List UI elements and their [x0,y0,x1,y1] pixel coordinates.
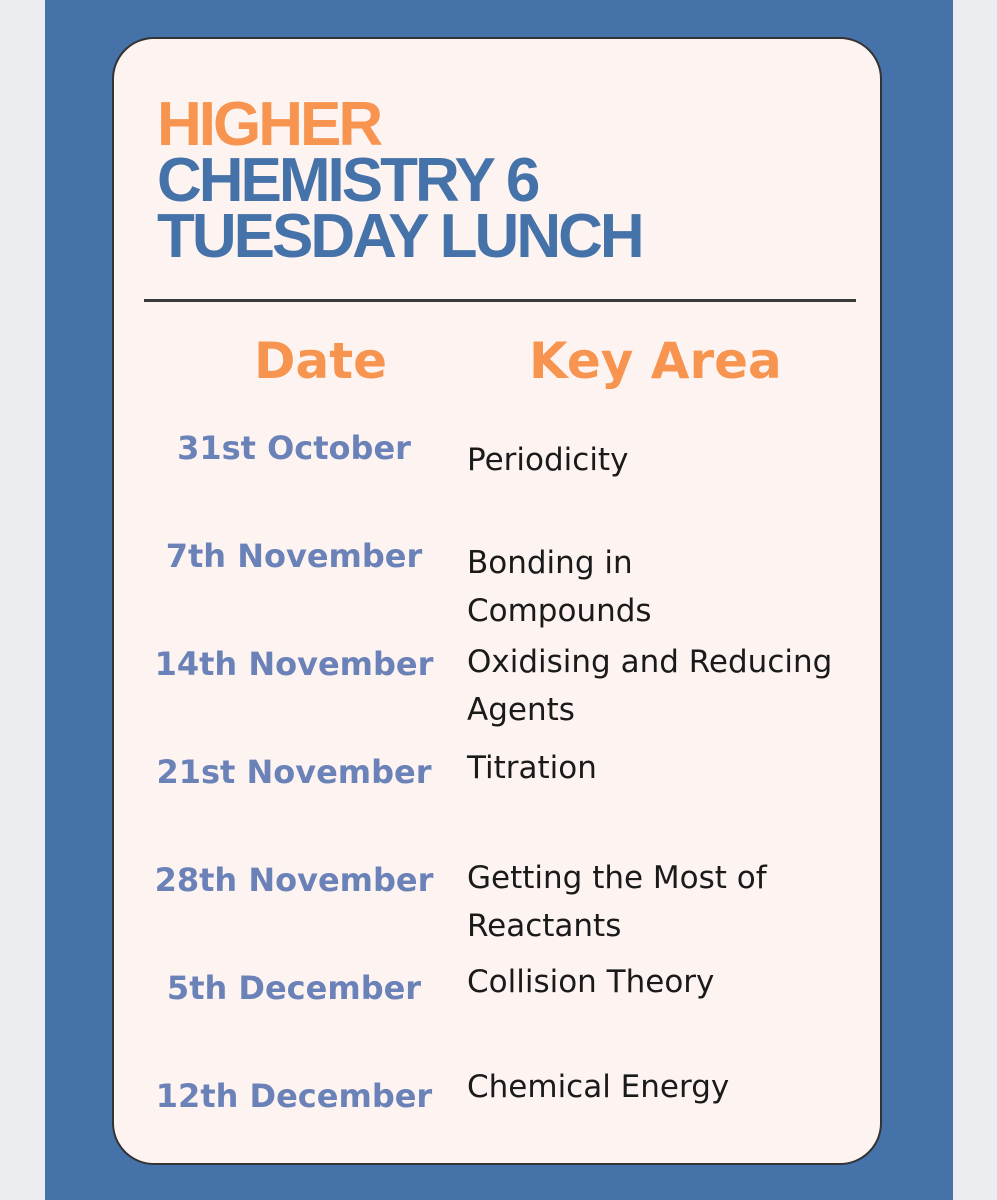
schedule-key-area: Chemical Energy [467,1069,730,1105]
poster-title [157,90,642,271]
schedule-date: 5th December [166,969,422,1007]
schedule-key-area: Collision Theory [467,964,715,1000]
schedule-key-area: Getting the Most of Reactants [467,860,767,944]
schedule-date: 14th November [154,645,434,683]
column-header-key-area: Key Area [529,332,782,390]
schedule-key-area: Periodicity [467,442,629,478]
schedule-date: 31st October [177,429,411,467]
schedule-date: 12th December [155,1077,433,1115]
title-line-session: TUESDAY LUNCH [157,202,642,271]
title-divider [144,299,856,302]
title-line-course: CHEMISTRY 6 [157,146,538,215]
schedule-card [112,37,882,1165]
schedule-key-area: Bonding in Compounds [467,545,652,629]
title-line-higher: HIGHER [157,90,381,159]
column-header-date: Date [254,332,388,390]
schedule-key-area: Titration [467,750,597,786]
schedule-date: 21st November [156,753,432,791]
schedule-date: 7th November [165,537,423,575]
schedule-key-area: Oxidising and Reducing Agents [467,644,833,728]
schedule-date: 28th November [154,861,434,899]
